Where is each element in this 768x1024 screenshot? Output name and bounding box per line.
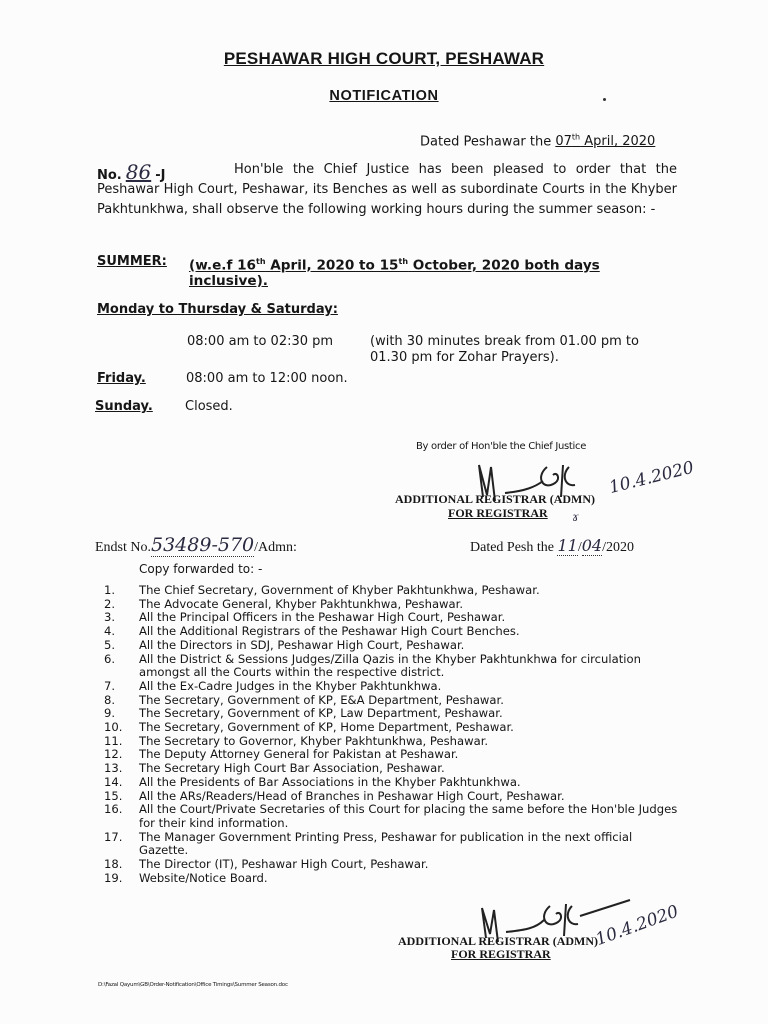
list-item-number: 14. [104, 774, 123, 789]
list-item-text: The Secretary, Government of KP, Law Department, Peshawar. [139, 706, 503, 721]
endst-date-month: 04 [581, 536, 603, 555]
list-item-number: 13. [104, 761, 123, 776]
list-item-number: 19. [104, 870, 123, 885]
endst-prefix: Endst No. [95, 540, 151, 555]
endorsement-date: Dated Pesh the 11/04/2020 [470, 536, 634, 555]
list-item-text: The Chief Secretary, Government of Khyber Pakhtunkhwa, Peshawar. [139, 583, 540, 597]
weekday-heading: Monday to Thursday & Saturday: [97, 302, 338, 317]
summer-sup-2: th [398, 257, 409, 266]
copy-forwarded-label: Copy forwarded to: - [139, 562, 263, 576]
list-item [104, 735, 684, 749]
list-item-number: 18. [104, 857, 123, 872]
weekday-note-line-2: 01.30 pm for Zohar Prayers). [370, 350, 559, 365]
list-item-text: The Secretary, Government of KP, E&A Department, Peshawar. [139, 692, 504, 707]
list-item-text: The Advocate General, Khyber Pakhtunkhwa, Peshawar. [139, 596, 464, 611]
summer-part-2: April, 2020 to 15 [265, 257, 399, 274]
list-item [104, 694, 684, 708]
list-item [104, 680, 684, 694]
sig2-subtitle: FOR REGISTRAR [451, 947, 551, 961]
list-item-number: 8. [104, 692, 116, 707]
endst-date-prefix: Dated Pesh the [470, 540, 558, 555]
summer-part-3: October, 2020 both days [408, 257, 600, 274]
summer-part-1: (w.e.f 16 [189, 257, 257, 274]
sig1-title: ADDITIONAL REGISTRAR (ADMN) [395, 492, 596, 506]
list-item-text: The Director (IT), Peshawar High Court, Peshawar. [139, 857, 429, 872]
list-item-text: All the Additional Registrars of the Peshawar High Court Benches. [139, 624, 520, 639]
dated-month-year: April, 2020 [580, 134, 656, 150]
footer-file-path: D:\Fazal Qayum\GB\Order-Notification\Office Timings\Summer Season.doc [98, 982, 288, 988]
list-item [104, 803, 684, 830]
list-item-text: All the Ex-Cadre Judges in the Khyber Pakhtunkhwa. [139, 678, 442, 693]
list-item [104, 625, 684, 639]
list-item-text: All the Principal Officers in the Peshawar High Court, Peshawar. [139, 610, 506, 625]
list-item [104, 748, 684, 762]
list-item-text: All the District & Sessions Judges/Zilla Qazis in the Khyber Pakhtunkhwa for circulation amongst all the Courts within the respective district. [139, 651, 641, 680]
list-item [104, 831, 684, 858]
sunday-label: Sunday. [95, 399, 153, 414]
list-item-text: All the Court/Private Secretaries of this Court for placing the same before the Hon'ble Judges for their kind information. [139, 802, 678, 830]
list-item [104, 707, 684, 721]
list-item-text: All the ARs/Readers/Head of Branches in Peshawar High Court, Peshawar. [139, 788, 565, 803]
friday-hours: 08:00 am to 12:00 noon. [186, 371, 348, 386]
endorsement-number [95, 534, 297, 556]
list-item [104, 598, 684, 612]
dated-day: 07 [555, 134, 572, 150]
weekday-note [370, 334, 639, 366]
endst-handwritten: 53489-570 [151, 534, 255, 556]
sig1-handwritten-date: 10.4.2020 [607, 457, 696, 498]
list-item-number: 9. [104, 706, 116, 721]
list-item [104, 872, 684, 886]
list-item-text: Website/Notice Board. [139, 870, 268, 885]
list-item [104, 790, 684, 804]
number-prefix: No. [97, 168, 122, 183]
by-order-line: By order of Hon'ble the Chief Justice [416, 441, 587, 452]
court-title: PESHAWAR HIGH COURT, PESHAWAR [223, 49, 545, 68]
list-item-number: 7. [104, 678, 116, 693]
list-item-text: The Secretary, Government of KP, Home Department, Peshawar. [139, 720, 514, 735]
list-item-number: 1. [104, 583, 116, 597]
friday-label: Friday. [97, 371, 146, 386]
dated-line [420, 133, 655, 149]
list-item [104, 611, 684, 625]
sig2-title: ADDITIONAL REGISTRAR (ADMN) [398, 934, 599, 948]
tick-mark-1: ɤ [572, 510, 579, 524]
list-item-number: 4. [104, 624, 116, 639]
list-item-text: The Deputy Attorney General for Pakistan at Peshawar. [139, 747, 459, 762]
weekday-hours: 08:00 am to 02:30 pm [187, 334, 334, 349]
number-suffix: -J [155, 168, 166, 183]
recipient-list [104, 584, 684, 885]
list-item [104, 721, 684, 735]
endst-date-year: /2020 [602, 540, 634, 555]
dated-day-suffix: th [571, 133, 581, 142]
list-item-text: All the Directors in SDJ, Peshawar High Court, Peshawar. [139, 637, 465, 652]
list-item [104, 776, 684, 790]
speck-mark [603, 98, 606, 101]
endst-date-day: 11 [557, 536, 578, 555]
list-item-number: 15. [104, 788, 123, 803]
handwritten-number: 86 [125, 160, 152, 184]
endst-suffix: /Admn: [254, 540, 297, 555]
summer-line-2: inclusive). [189, 272, 268, 289]
summer-period [189, 254, 600, 289]
list-item [104, 762, 684, 776]
sig2-handwritten-date: 10.4.2020 [593, 901, 682, 950]
list-item-text: The Manager Government Printing Press, Peshawar for publication in the next official Gazette. [139, 829, 633, 858]
summer-label: SUMMER: [97, 254, 167, 269]
list-item-text: All the Presidents of Bar Associations in the Khyber Pakhtunkhwa. [139, 774, 521, 789]
list-item-number: 3. [104, 610, 116, 625]
list-item-text: The Secretary to Governor, Khyber Pakhtunkhwa, Peshawar. [139, 733, 489, 748]
list-item-number: 5. [104, 637, 116, 652]
list-item-text: The Secretary High Court Bar Association, Peshawar. [139, 761, 445, 776]
dated-prefix: Dated Peshawar the [420, 134, 556, 150]
dated-date [555, 134, 655, 149]
weekday-note-line-1: (with 30 minutes break from 01.00 pm to [370, 334, 639, 349]
list-item-number: 6. [104, 651, 116, 666]
list-item-number: 16. [104, 802, 123, 817]
list-item-number: 10. [104, 720, 123, 735]
list-item [104, 639, 684, 653]
sig1-subtitle: FOR REGISTRAR [448, 506, 548, 520]
list-item [104, 653, 684, 680]
list-item-number: 12. [104, 747, 123, 762]
list-item-number: 2. [104, 596, 116, 611]
sunday-hours: Closed. [185, 399, 233, 414]
summer-sup-1: th [256, 257, 266, 266]
list-item [104, 858, 684, 872]
list-item-number: 17. [104, 829, 123, 844]
list-item-number: 11. [104, 733, 123, 748]
notification-heading: NOTIFICATION [329, 88, 439, 104]
intro-paragraph: Hon'ble the Chief Justice has been pleased to order that the Peshawar High Court, Peshawar, its Benches as well as subordinate Courts in the Khyber Pakhtunkhwa, shall observe the following working hours during the summer season: - [97, 162, 677, 217]
list-item [104, 584, 684, 598]
